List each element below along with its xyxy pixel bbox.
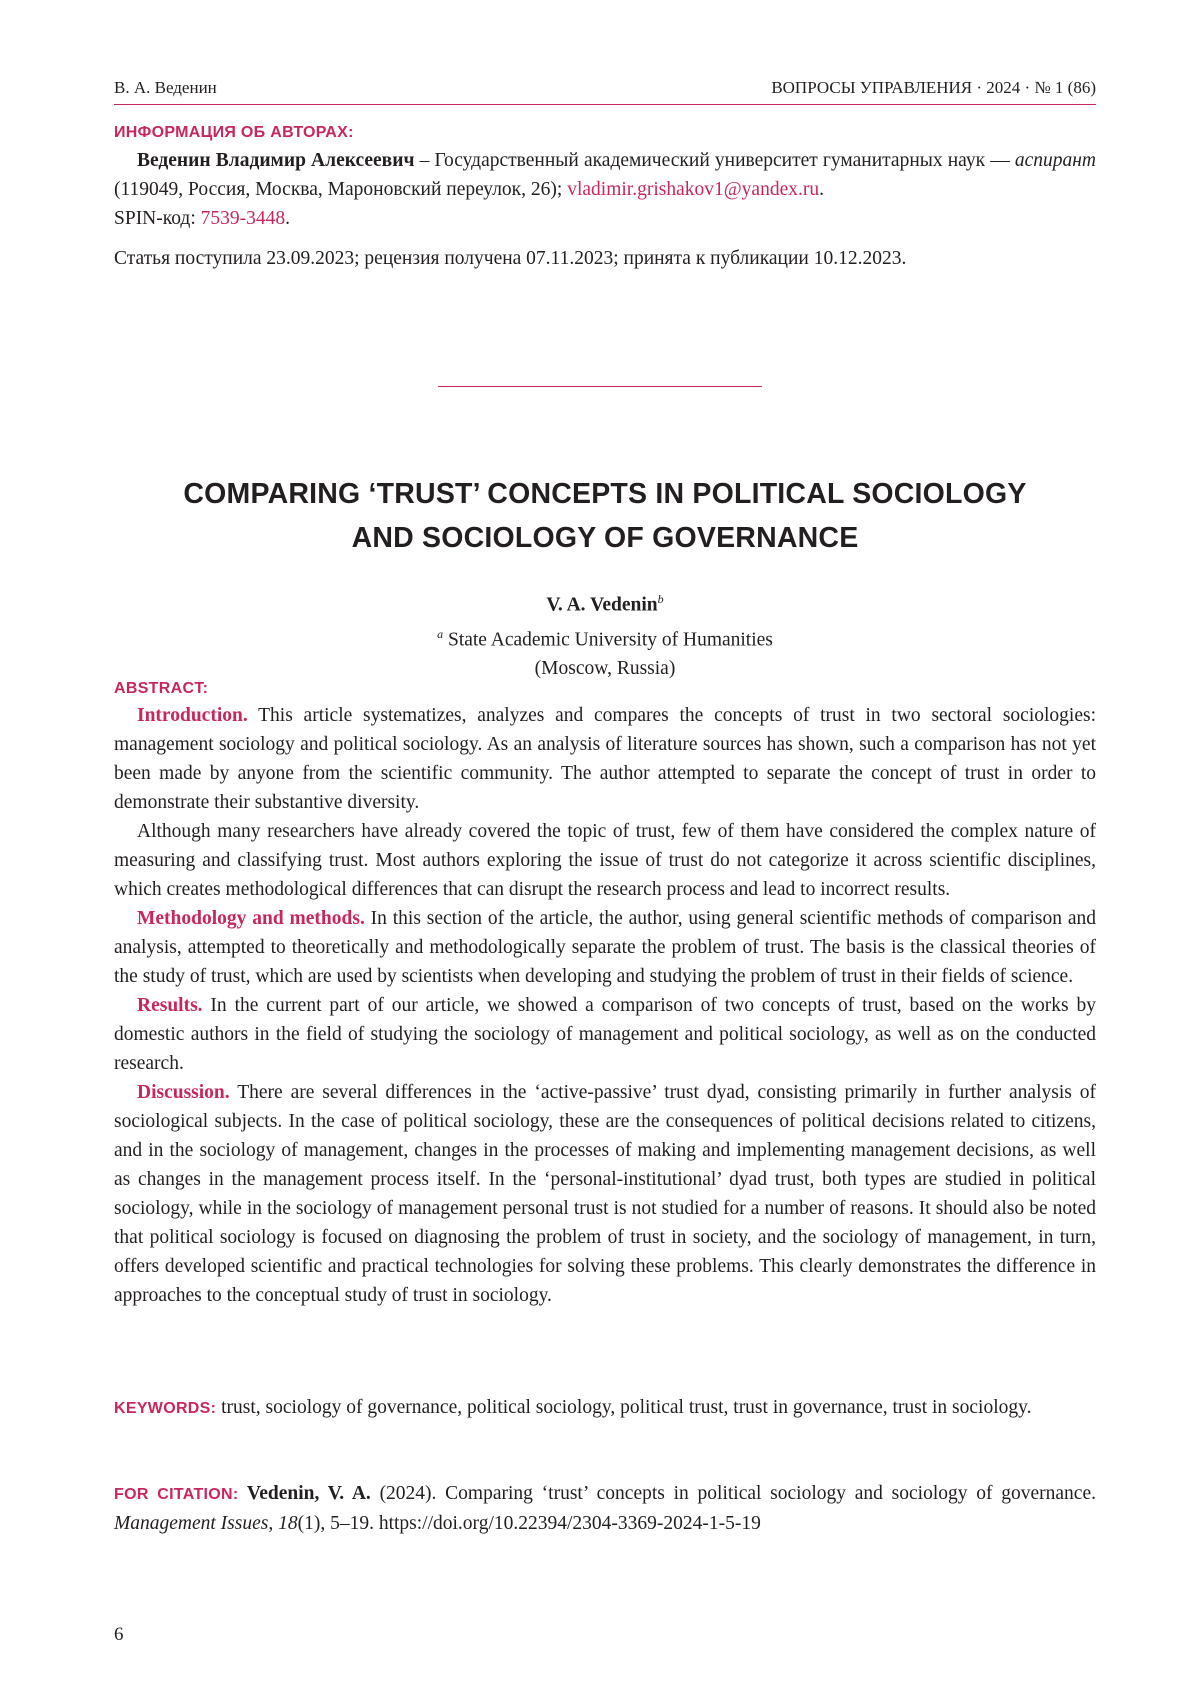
keywords-text: trust, sociology of governance, political sociology, political trust, trust in governance, trust in sociology. (216, 1397, 1032, 1418)
abstract-methods (114, 904, 1096, 991)
authors-info-text (114, 146, 1096, 233)
authors-info-label: ИНФОРМАЦИЯ ОБ АВТОРАХ: (114, 124, 354, 141)
affiliation-name: State Academic University of Humanities (443, 629, 773, 650)
author-affiliation (114, 620, 1096, 655)
discussion-text: There are several differences in the ‘active-passive’ trust dyad, consisting primarily in further analysis of sociological subjects. In the case of political sociology, these are the consequences of political decisions related to citizens, and in the sociology of management, changes in the processes of making and implementing management decisions, as well as changes in the management process itself. In the ‘personal-institutional’ dyad trust, both types are studied in political sociology, while in the sociology of management personal trust is not studied for a number of reasons. It should also be noted that political sociology is focused on diagnosing the problem of trust in society, and the sociology of management, in turn, offers developed scientific and practical technologies for solving these problems. This clearly demonstrates the difference in approaches to the conceptual study of trust in sociology. (114, 1082, 1096, 1306)
header-divider (114, 104, 1096, 105)
citation-label: FOR CITATION: (114, 1486, 239, 1503)
methods-label: Methodology and methods. (137, 908, 365, 929)
article-title (114, 472, 1096, 560)
address-text: (119049, Россия, Москва, Мароновский переулок, 26); (114, 179, 568, 200)
author-name-text: V. A. Vedenin (546, 594, 658, 616)
author-block (114, 585, 1096, 683)
citation-author: Vedenin, V. A. (238, 1483, 371, 1504)
results-text: In the current part of our article, we showed a comparison of two concepts of trust, based on the works by domestic authors in the field of studying the sociology of management and political sociology, as well as on the conducted research. (114, 995, 1096, 1074)
affiliation-sup: a (437, 626, 444, 641)
header-journal: ВОПРОСЫ УПРАВЛЕНИЯ · 2024 · № 1 (86) (771, 78, 1096, 97)
methods-text: In this section of the article, the author, using general scientific methods of comparison and analysis, attempted to theoretically and methodologically separate the problem of trust. The basis is the classical theories of the study of trust, which are used by scientists when developing and studying the problem of trust in their fields of science. (114, 908, 1096, 987)
author-location: (Moscow, Russia) (534, 658, 676, 679)
author-email-link[interactable]: vladimir.grishakov1@yandex.ru (567, 179, 820, 200)
author-sup: b (657, 592, 664, 606)
author-name (114, 585, 1096, 620)
abstract-discussion (114, 1078, 1096, 1310)
results-label: Results. (137, 995, 203, 1016)
article-dates: Статья поступила 23.09.2023; рецензия получена 07.11.2023; принята к публикации 10.12.2023. (114, 248, 907, 269)
introduction-label: Introduction. (137, 705, 248, 726)
abstract-introduction (114, 701, 1096, 817)
punct: , (268, 1513, 279, 1534)
citation-section (114, 1479, 1096, 1538)
author-position: аспирант (1014, 150, 1096, 171)
citation-journal: Management Issues (114, 1513, 269, 1534)
header-author: В. А. Веденин (114, 78, 217, 97)
punct: . (285, 208, 291, 229)
citation-volume: 18 (278, 1513, 298, 1534)
citation-doi: (1), 5–19. https://doi.org/10.22394/2304-3369-2024-1-5-19 (297, 1513, 761, 1534)
abstract-introduction-2: Although many researchers have already covered the topic of trust, few of them have considered the complex nature of measuring and classifying trust. Most authors exploring the issue of trust do not categorize it across scientific disciplines, which creates methodological differences that can disrupt the research process and lead to incorrect results. (114, 821, 1096, 900)
title-line-2: AND SOCIOLOGY OF GOVERNANCE (351, 522, 859, 554)
page-number: 6 (114, 1624, 124, 1645)
authors-info-section (114, 124, 1096, 233)
keywords-label: KEYWORDS: (114, 1400, 217, 1417)
affiliation-text: – Государственный академический университет гуманитарных наук — (414, 150, 1015, 171)
discussion-label: Discussion. (137, 1082, 230, 1103)
citation-text: (2024). Comparing ‘trust’ concepts in political sociology and sociology of governance. (370, 1483, 1096, 1504)
spin-code-link[interactable]: 7539-3448 (200, 208, 286, 229)
abstract-label: ABSTRACT: (114, 680, 209, 697)
keywords-section (114, 1393, 1096, 1423)
author-name-ru: Веденин Владимир Алексеевич (137, 150, 415, 171)
punct: . (819, 179, 824, 200)
spin-label: SPIN-код: (114, 208, 201, 229)
abstract-section (114, 680, 1096, 1310)
title-line-1: COMPARING ‘TRUST’ CONCEPTS IN POLITICAL SOCIOLOGY (183, 478, 1027, 510)
section-divider (438, 386, 762, 387)
introduction-text: This article systematizes, analyzes and compares the concepts of trust in two sectoral sociologies: management sociology and political sociology. As an analysis of literature sources has shown, such a comparison has not yet been made by anyone from the scientific community. The author attempted to separate the concept of trust in order to demonstrate their substantive diversity. (114, 705, 1096, 813)
abstract-results (114, 991, 1096, 1078)
